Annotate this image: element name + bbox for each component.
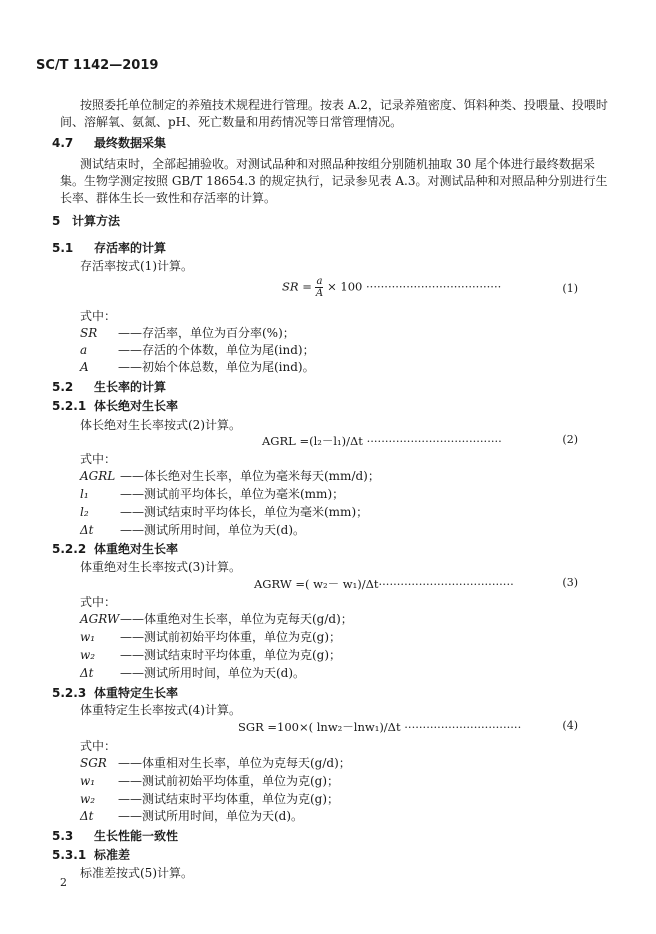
section-5-2-heading bbox=[52, 378, 166, 395]
s5-2-2-def: w₁ ——测试前初始平均体重，单位为克(g)； bbox=[80, 630, 342, 644]
section-4-7-heading bbox=[52, 134, 166, 151]
section-number: 5.2.3 bbox=[52, 686, 87, 700]
equation-2: AGRL =(l₂－l₁)/Δt ····································· bbox=[262, 434, 502, 448]
section-number: 5.2 bbox=[52, 380, 74, 394]
s5-2-1-def: AGRL ——体长绝对生长率，单位为毫米每天(mm/d)； bbox=[80, 469, 380, 483]
page-number: 2 bbox=[60, 876, 67, 889]
section-number: 5.3 bbox=[52, 829, 74, 843]
s4-7-line-1: 测试结束时，全部起捕验收。对测试品种和对照品种按组分别随机抽取 30 尾个体进行最终数据采 bbox=[80, 157, 595, 171]
equation-1-number: (1) bbox=[562, 282, 578, 295]
section-title: 体重绝对生长率 bbox=[94, 542, 179, 556]
eq1-denominator: A bbox=[315, 288, 324, 299]
s5-2-3-where: 式中： bbox=[80, 739, 117, 753]
s5-2-3-def: w₂ ——测试结束时平均体重，单位为克(g)； bbox=[80, 792, 340, 806]
section-title: 生长性能一致性 bbox=[94, 829, 179, 843]
s5-2-1-def: Δt ——测试所用时间，单位为天(d)。 bbox=[80, 523, 306, 537]
section-5-heading bbox=[52, 212, 120, 229]
s5-1-where: 式中： bbox=[80, 309, 117, 323]
s5-1-def: a ——存活的个体数，单位为尾(ind)； bbox=[80, 343, 315, 357]
standard-code-header: SC/T 1142—2019 bbox=[36, 58, 159, 73]
eq1-lhs: SR = bbox=[282, 279, 312, 294]
equation-1 bbox=[282, 276, 501, 299]
s5-2-3-def: SGR ——体重相对生长率，单位为克每天(g/d)； bbox=[80, 756, 351, 770]
s5-2-2-def: Δt ——测试所用时间，单位为天(d)。 bbox=[80, 666, 306, 680]
mgmt-paragraph-line-2: 间、溶解氧、氨氮、pH、死亡数量和用药情况等日常管理情况。 bbox=[60, 115, 403, 129]
section-number: 5.2.1 bbox=[52, 399, 87, 413]
equation-4-number: (4) bbox=[562, 719, 578, 732]
s5-2-3-intro: 体重特定生长率按式(4)计算。 bbox=[80, 703, 241, 717]
section-title: 体长绝对生长率 bbox=[94, 399, 179, 413]
s4-7-line-2: 集。生物学测定按照 GB/T 18654.3 的规定执行，记录参见表 A.3。对测试品种和对照品种分别进行生 bbox=[60, 174, 608, 188]
s5-2-1-def: l₁ ——测试前平均体长，单位为毫米(mm)； bbox=[80, 487, 345, 501]
s5-2-1-def: l₂ ——测试结束时平均体长，单位为毫米(mm)； bbox=[80, 505, 369, 519]
equation-4: SGR =100×( lnw₂－lnw₁)/Δt ································ bbox=[238, 720, 522, 734]
s5-2-3-def: w₁ ——测试前初始平均体重，单位为克(g)； bbox=[80, 774, 340, 788]
eq1-fraction bbox=[315, 276, 323, 299]
section-number: 5 bbox=[52, 214, 61, 228]
mgmt-paragraph-line-1: 按照委托单位制定的养殖技术规程进行管理。按表 A.2，记录养殖密度、饵料种类、投喂量、投喂时 bbox=[80, 98, 608, 112]
section-title: 存活率的计算 bbox=[94, 241, 167, 255]
equation-3: AGRW =( w₂－ w₁)/Δt····································· bbox=[254, 577, 514, 591]
equation-3-number: (3) bbox=[562, 576, 578, 589]
s5-2-1-intro: 体长绝对生长率按式(2)计算。 bbox=[80, 418, 241, 432]
section-number: 5.2.2 bbox=[52, 542, 87, 556]
s5-1-def: A ——初始个体总数，单位为尾(ind)。 bbox=[80, 360, 315, 374]
s5-2-2-def: AGRW——体重绝对生长率，单位为克每天(g/d)； bbox=[80, 612, 353, 626]
section-title: 最终数据采集 bbox=[94, 136, 167, 150]
section-title: 计算方法 bbox=[72, 214, 121, 228]
section-number: 4.7 bbox=[52, 136, 74, 150]
section-title: 标准差 bbox=[94, 848, 131, 862]
section-5-1-heading bbox=[52, 239, 166, 256]
s5-1-def: SR ——存活率，单位为百分率(%)； bbox=[80, 326, 295, 340]
section-5-3-1-heading bbox=[52, 846, 130, 863]
section-title: 体重特定生长率 bbox=[94, 686, 179, 700]
section-5-2-1-heading bbox=[52, 397, 178, 414]
section-number: 5.3.1 bbox=[52, 848, 87, 862]
s5-2-2-intro: 体重绝对生长率按式(3)计算。 bbox=[80, 560, 241, 574]
eq1-numerator: a bbox=[316, 276, 323, 287]
section-title: 生长率的计算 bbox=[94, 380, 167, 394]
equation-2-number: (2) bbox=[562, 433, 578, 446]
section-5-3-heading bbox=[52, 827, 178, 844]
s5-2-2-def: w₂ ——测试结束时平均体重，单位为克(g)； bbox=[80, 648, 342, 662]
section-5-2-3-heading bbox=[52, 684, 178, 701]
section-5-2-2-heading bbox=[52, 540, 178, 557]
eq1-rhs: × 100 ····································· bbox=[327, 279, 502, 294]
s5-2-3-def: Δt ——测试所用时间，单位为天(d)。 bbox=[80, 809, 304, 823]
s4-7-line-3: 长率、群体生长一致性和存活率的计算。 bbox=[60, 191, 277, 205]
section-number: 5.1 bbox=[52, 241, 74, 255]
s5-3-1-intro: 标准差按式(5)计算。 bbox=[80, 866, 193, 880]
s5-2-2-where: 式中： bbox=[80, 595, 117, 609]
s5-2-1-where: 式中： bbox=[80, 452, 117, 466]
s5-1-intro: 存活率按式(1)计算。 bbox=[80, 259, 193, 273]
